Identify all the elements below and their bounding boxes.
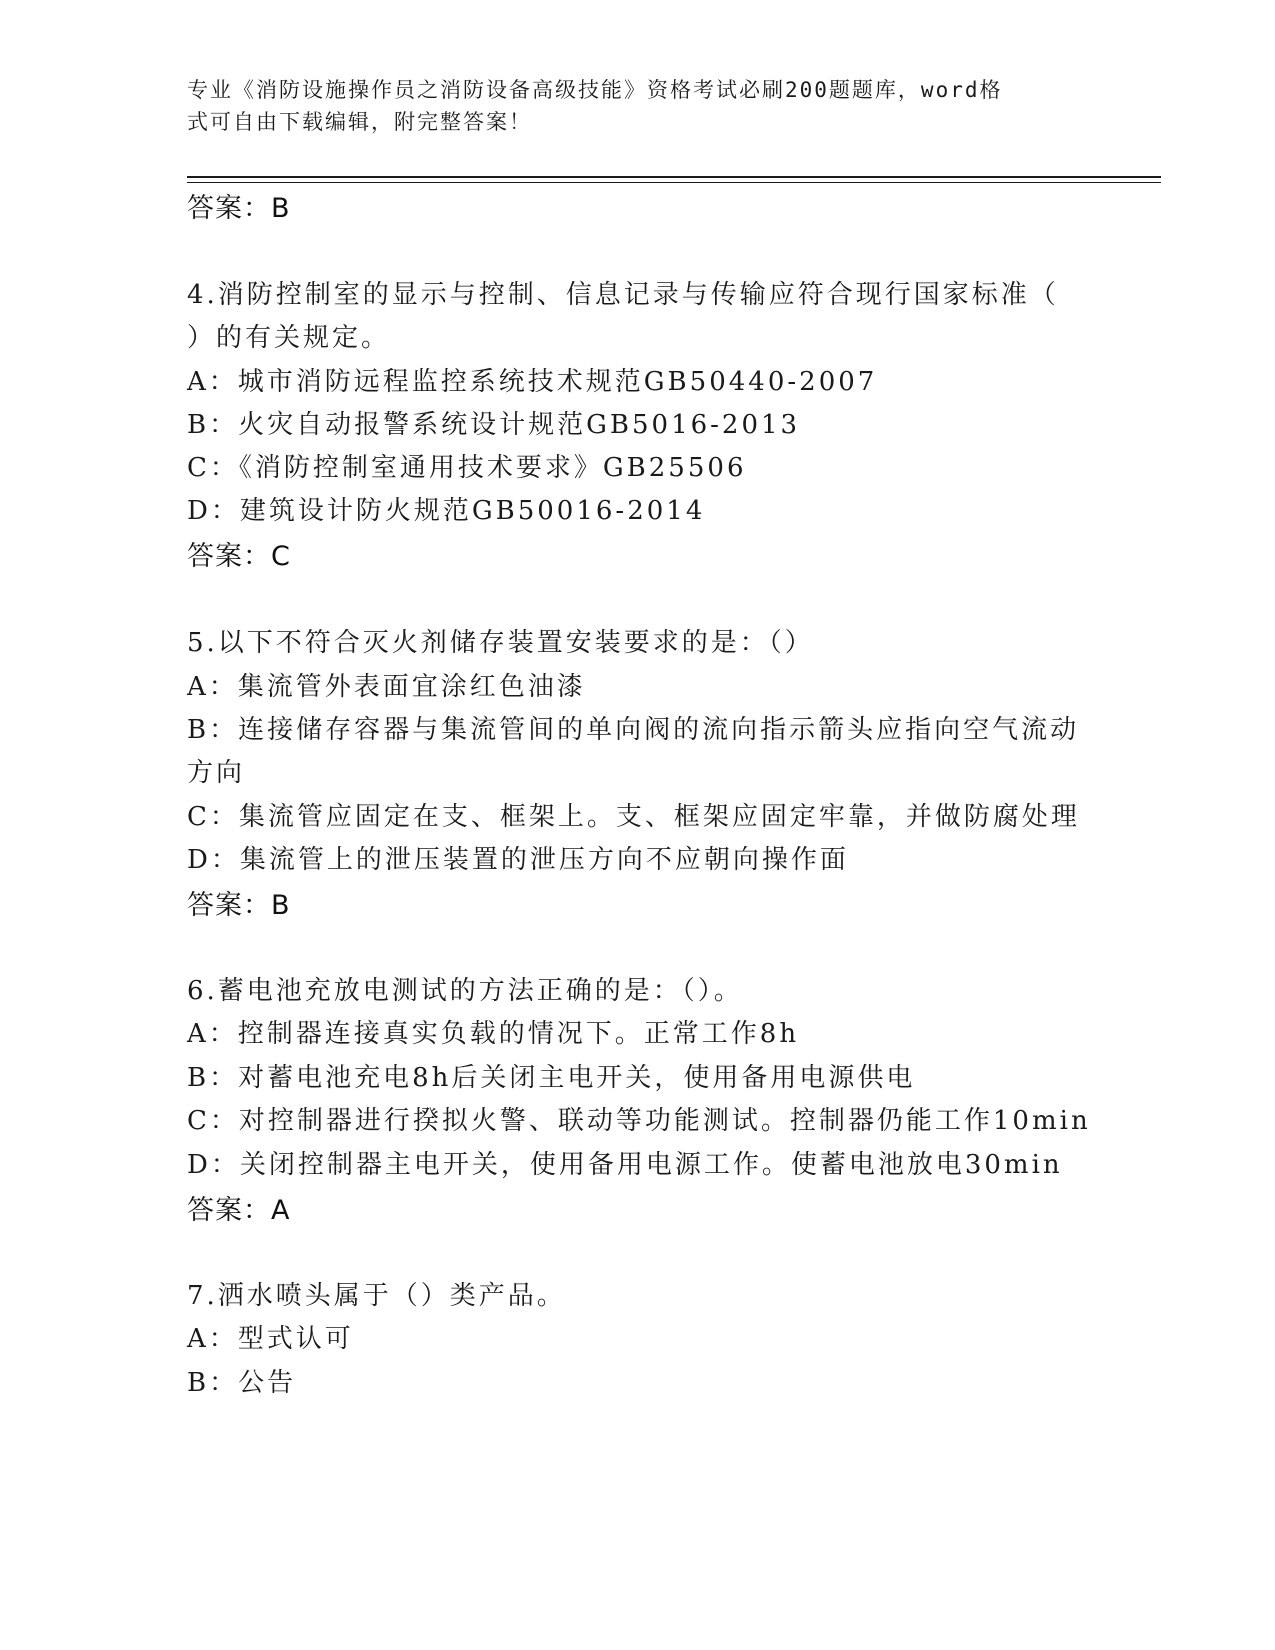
q7-option-b: B：公告: [187, 1368, 297, 1398]
q4-option-b: B：火灾自动报警系统设计规范GB5016-2013: [187, 410, 801, 440]
doc-header-line-1: 专业《消防设施操作员之消防设备高级技能》资格考试必刷200题题库，word格: [187, 78, 1003, 102]
q6-option-b: B：对蓄电池充电8h后关闭主电开关，使用备用电源供电: [187, 1063, 916, 1093]
answer-prev: 答案：B: [187, 193, 291, 224]
doc-header-line-2: 式可自由下载编辑，附完整答案！: [187, 110, 532, 134]
q5-answer: 答案：B: [187, 890, 291, 921]
q5-option-d: D：集流管上的泄压装置的泄压方向不应朝向操作面: [187, 845, 849, 875]
q4-option-d: D：建筑设计防火规范GB50016-2014: [187, 496, 706, 526]
q6-option-c: C：对控制器进行揆拟火警、联动等功能测试。控制器仍能工作10min: [187, 1106, 1091, 1136]
q7-stem-line-1: 7.洒水喷头属于（）类产品。: [187, 1281, 566, 1311]
q5-option-a: A：集流管外表面宜涂红色油漆: [187, 672, 586, 702]
q6-answer: 答案：A: [187, 1195, 291, 1226]
q4-option-c: C：《消防控制室通用技术要求》GB25506: [187, 453, 747, 483]
q5-option-c: C：集流管应固定在支、框架上。支、框架应固定牢靠，并做防腐处理: [187, 802, 1080, 832]
q6-option-a: A：控制器连接真实负载的情况下。正常工作8h: [187, 1019, 800, 1049]
q5-option-b: B：连接储存容器与集流管间的单向阀的流向指示箭头应指向空气流动: [187, 715, 1080, 745]
q5-stem-line-1: 5.以下不符合灭火剂储存装置安装要求的是：（）: [187, 628, 814, 658]
q4-stem-line-2: ）的有关规定。: [187, 323, 391, 353]
q6-option-d: D：关闭控制器主电开关，使用备用电源工作。使蓄电池放电30min: [187, 1150, 1063, 1180]
q6-stem-line-1: 6.蓄电池充放电测试的方法正确的是：（）。: [187, 976, 743, 1006]
q4-option-a: A：城市消防远程监控系统技术规范GB50440-2007: [187, 367, 878, 397]
q4-stem-line-1: 4.消防控制室的显示与控制、信息记录与传输应符合现行国家标准（: [187, 280, 1059, 310]
header-rule-thin: [187, 182, 1161, 183]
q5-option-b-cont: 方向: [187, 758, 246, 788]
header-rule-thick: [187, 176, 1161, 178]
q7-option-a: A：型式认可: [187, 1324, 354, 1354]
q4-answer: 答案：C: [187, 541, 291, 572]
